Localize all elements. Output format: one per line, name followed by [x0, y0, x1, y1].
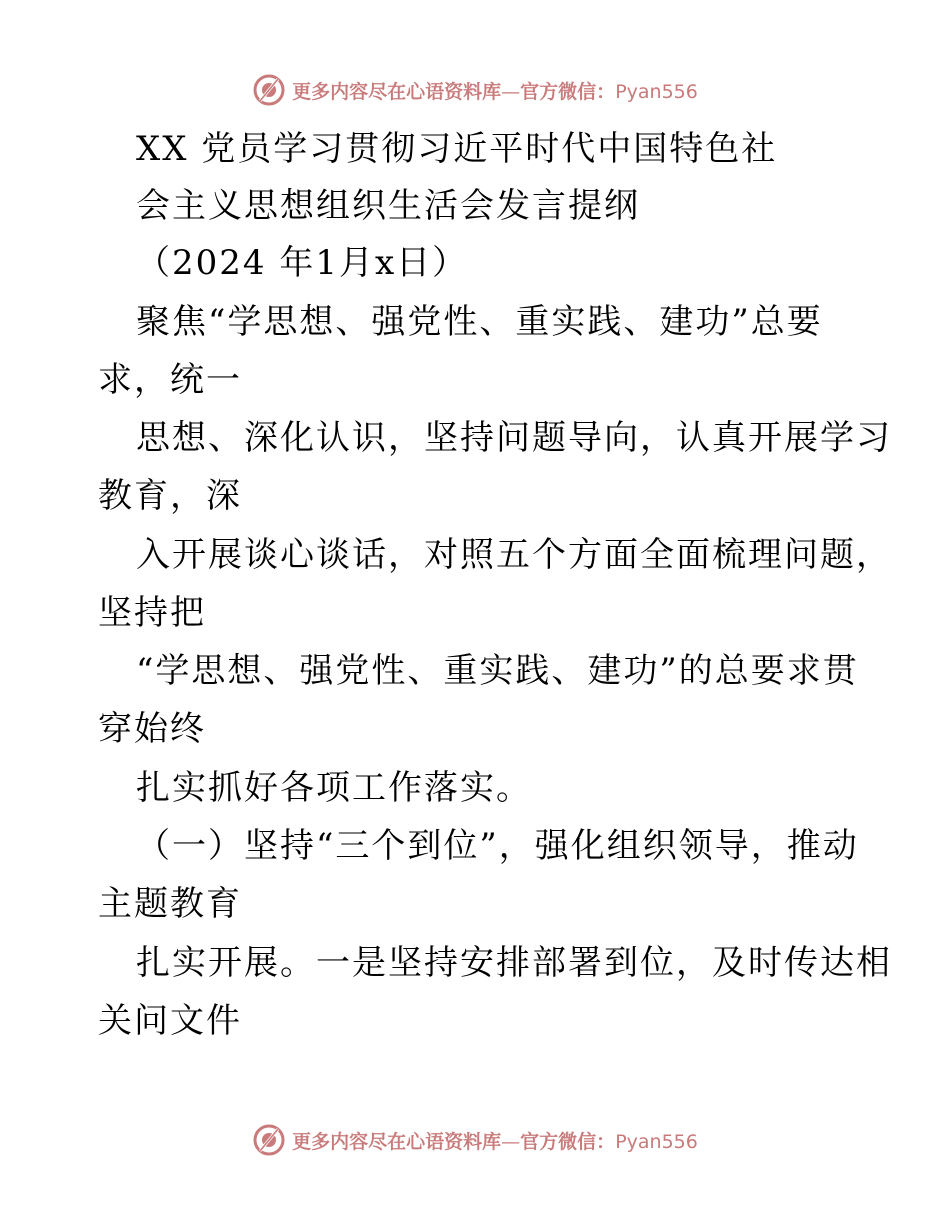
title-line-1: XX 党员学习贯彻习近平时代中国特色社: [136, 129, 778, 169]
pen-circle-logo-icon: [252, 1123, 286, 1157]
watermark-wechat-id: Pyan556: [615, 1130, 698, 1153]
section-heading-line: （一）坚持“三个到位”，强化组织领导，推动: [136, 826, 859, 866]
text-line: “学思想、强党性、重实践、建功”的总要求贯: [136, 651, 859, 691]
watermark-prefix: 更多内容尽在心语资料库: [292, 1130, 502, 1153]
watermark-wechat-label: 官方微信：: [520, 80, 616, 103]
text-line: 教育，深: [98, 476, 242, 516]
text-line: 扎实开展。一是坚持安排部署到位，及时传达相: [136, 943, 892, 983]
text-line: 聚焦“学思想、强党性、重实践、建功”总要: [136, 302, 823, 342]
watermark-wechat-id: Pyan556: [615, 80, 698, 103]
watermark-dash: —: [501, 1130, 521, 1153]
pen-circle-logo-icon: [252, 73, 286, 107]
text-line: 坚持把: [98, 593, 206, 633]
section-heading-line: 主题教育: [98, 884, 242, 924]
text-line: 求，统一: [98, 360, 242, 400]
footer-watermark: [0, 1120, 950, 1160]
text-line: 扎实抓好各项工作落实。: [136, 768, 532, 808]
watermark-wechat-label: 官方微信：: [520, 1130, 616, 1153]
watermark-prefix: 更多内容尽在心语资料库: [292, 80, 502, 103]
watermark-text: [292, 1127, 698, 1154]
watermark-text: [292, 77, 698, 104]
text-line: 关问文件: [98, 1001, 242, 1041]
text-line: 穿始终: [98, 709, 206, 749]
date-line: （2024 年1月x日）: [136, 243, 469, 283]
watermark-dash: —: [501, 80, 521, 103]
text-line: 入开展谈心谈话，对照五个方面全面梳理问题，: [136, 535, 892, 575]
header-watermark: [0, 70, 950, 110]
title-line-2: 会主义思想组织生活会发言提纲: [136, 186, 640, 226]
text-line: 思想、深化认识，坚持问题导向，认真开展学习: [136, 418, 892, 458]
